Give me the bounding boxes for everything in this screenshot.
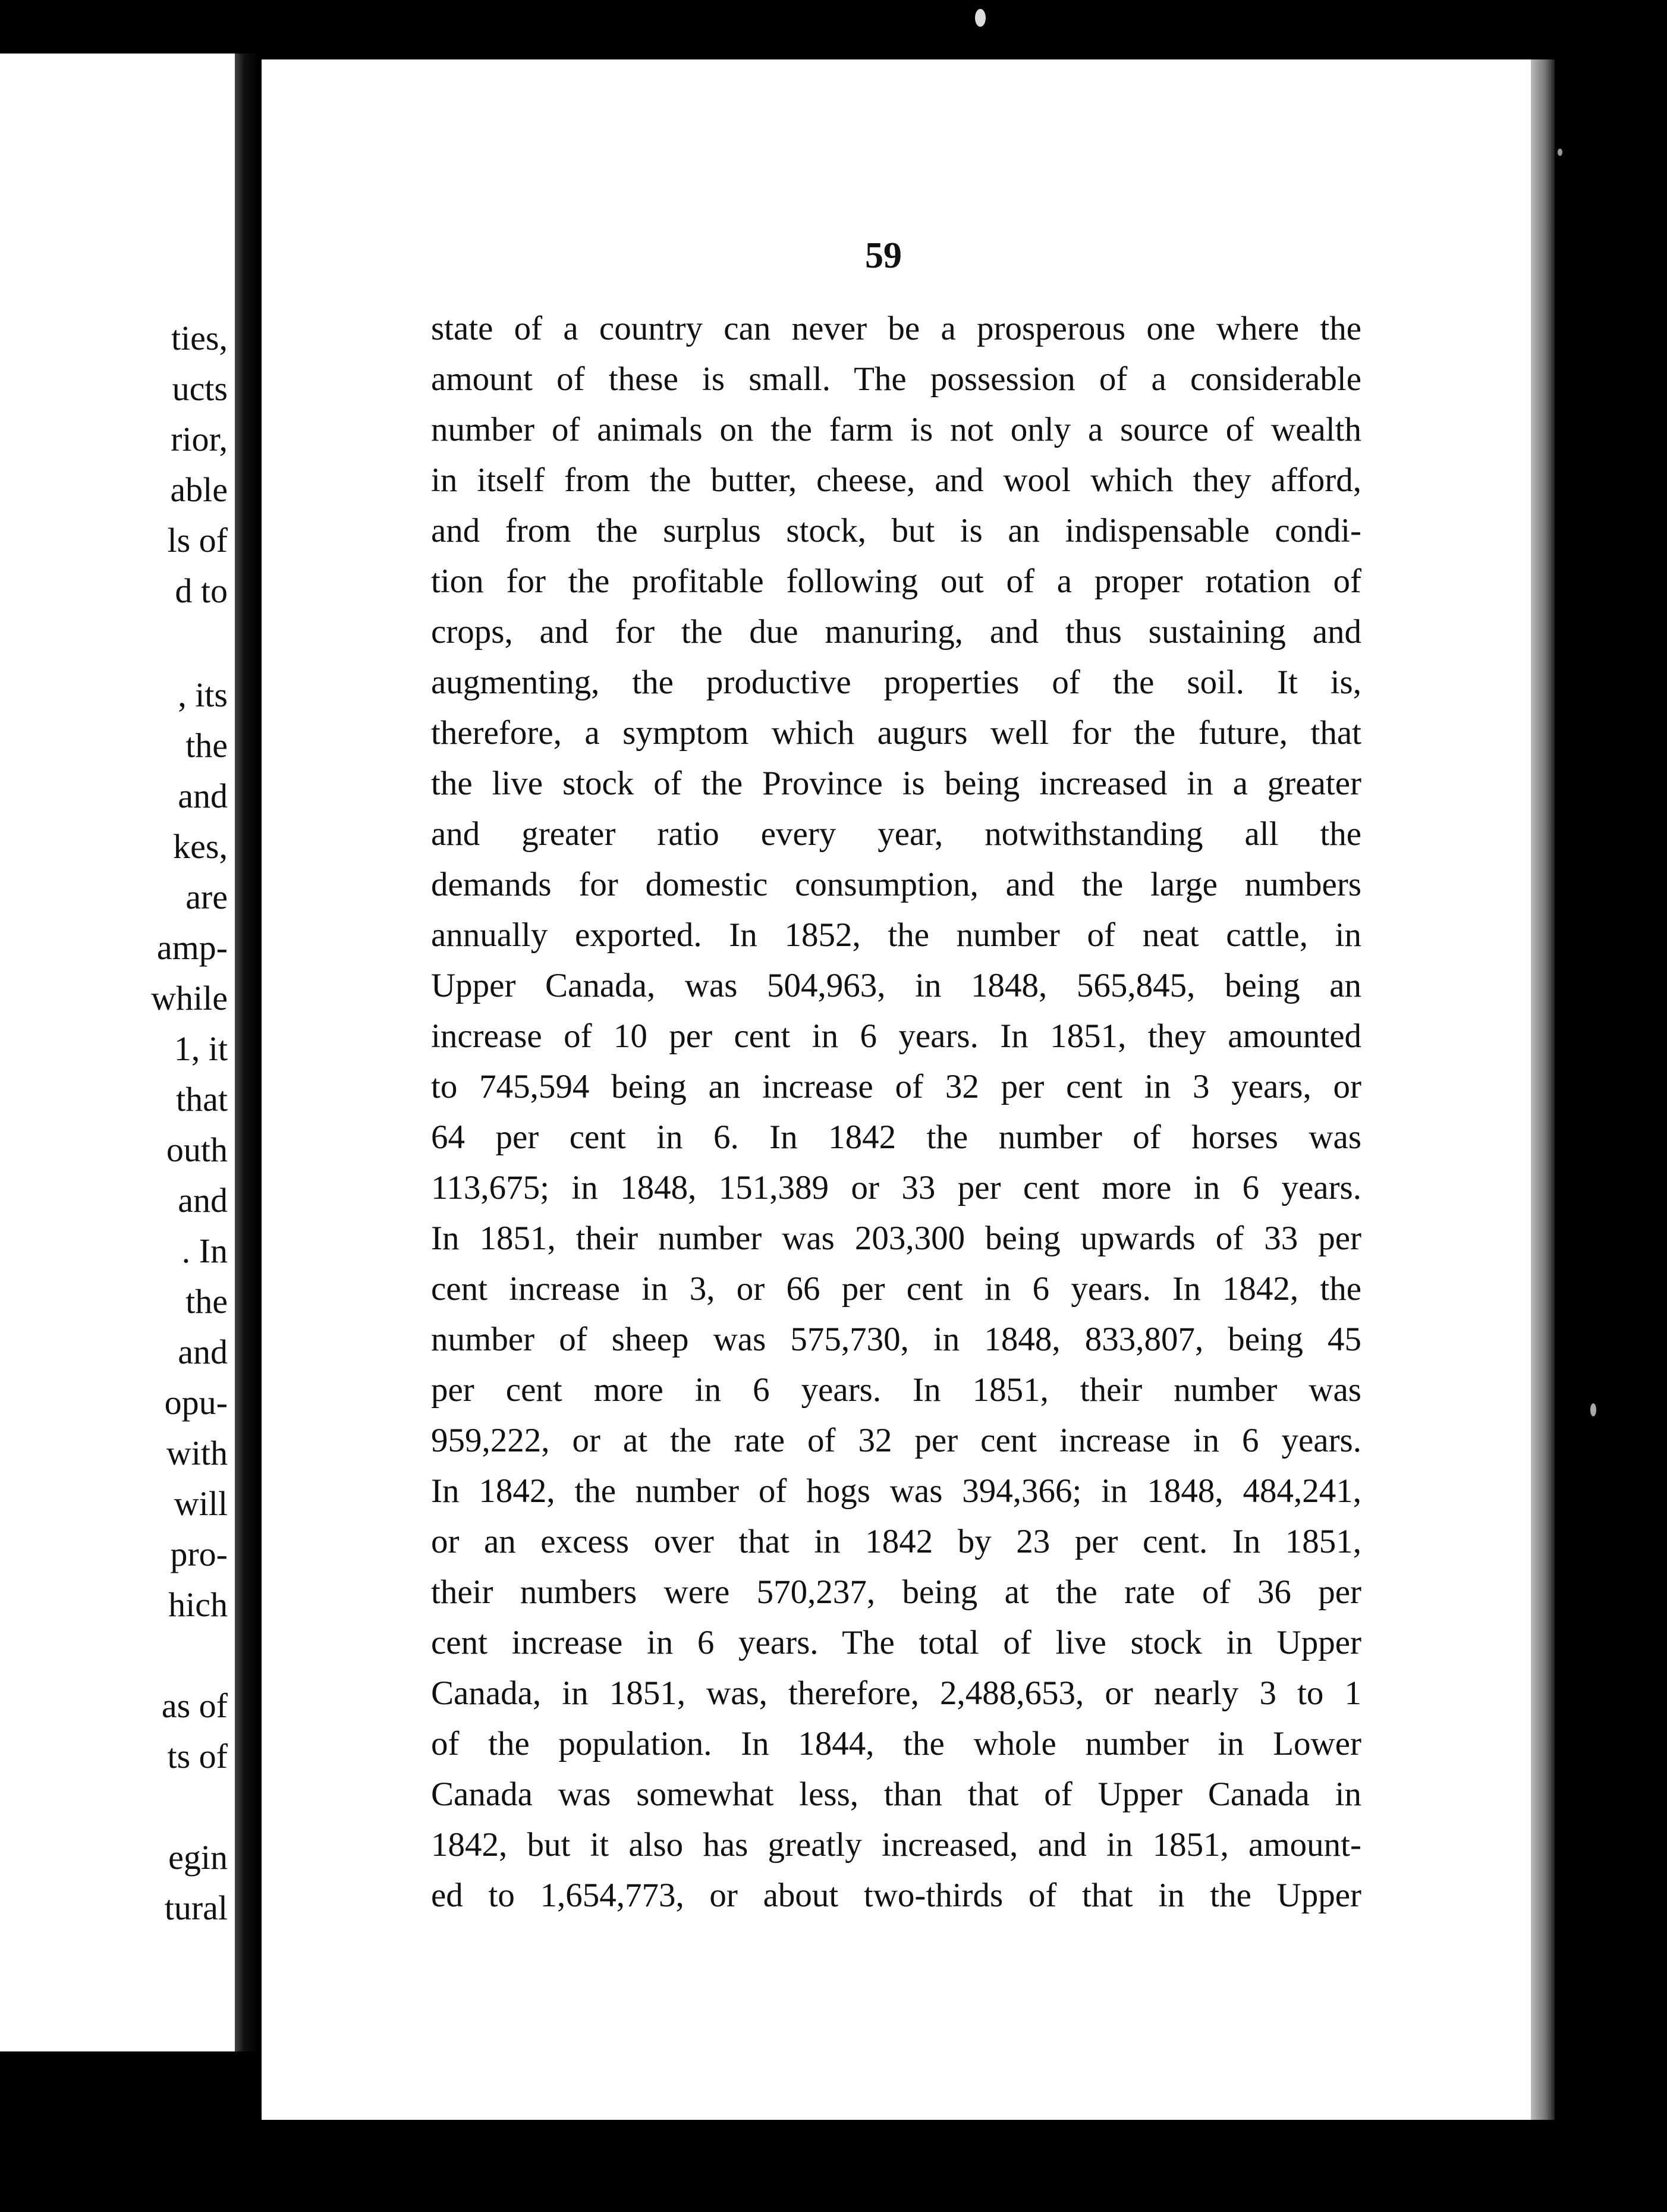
text-line: 113,675; in 1848, 151,389 or 33 per cent more in 6 years. (431, 1169, 1361, 1206)
left-page-line-fragment: ucts (172, 369, 228, 408)
left-page-line-fragment: the (185, 726, 228, 765)
text-line: demands for domestic consumption, and the large numbers (431, 866, 1361, 903)
text-line: Upper Canada, was 504,963, in 1848, 565,845, being an (431, 967, 1361, 1004)
text-line: the live stock of the Province is being increased in a greater (431, 765, 1361, 802)
text-line: their numbers were 570,237, being at the rate of 36 per (431, 1573, 1361, 1611)
text-line: Canada was somewhat less, than that of Upper Canada in (431, 1776, 1361, 1813)
left-page-line-fragment: pro- (170, 1535, 228, 1573)
left-page-line-fragment: d to (175, 571, 228, 610)
left-page-line-fragment: and (178, 777, 228, 815)
left-page-line-fragment: tural (164, 1889, 228, 1927)
left-page-line-fragment: egin (168, 1838, 228, 1877)
left-page-line-fragment: ls of (167, 521, 228, 560)
text-line: Canada, in 1851, was, therefore, 2,488,653, or nearly 3 to 1 (431, 1674, 1361, 1712)
text-line: per cent more in 6 years. In 1851, their number was (431, 1371, 1361, 1409)
dust-speck (1590, 1403, 1596, 1416)
text-line: cent increase in 3, or 66 per cent in 6 years. In 1842, the (431, 1270, 1361, 1308)
text-line: of the population. In 1844, the whole number in Lower (431, 1725, 1361, 1762)
text-line: number of animals on the farm is not only a source of wealth (431, 411, 1361, 448)
book-gutter (235, 54, 259, 2051)
left-page-line-fragment: will (174, 1484, 228, 1523)
left-page-line-fragment: are (185, 878, 228, 916)
page-number: 59 (865, 235, 902, 276)
text-line: 1842, but it also has greatly increased, and in 1851, amount- (431, 1826, 1361, 1864)
text-line: 64 per cent in 6. In 1842 the number of horses was (431, 1118, 1361, 1156)
left-page-line-fragment: opu- (164, 1383, 228, 1422)
left-page-line-fragment: kes, (173, 827, 228, 866)
left-facing-page (0, 54, 235, 2051)
left-page-line-fragment: while (151, 979, 228, 1017)
text-line: therefore, a symptom which augurs well for the future, that (431, 714, 1361, 752)
left-page-line-fragment: amp- (156, 928, 228, 967)
text-line: or an excess over that in 1842 by 23 per cent. In 1851, (431, 1523, 1361, 1560)
left-page-line-fragment: , its (178, 675, 228, 714)
left-page-line-fragment: the (185, 1282, 228, 1321)
text-line: number of sheep was 575,730, in 1848, 833,807, being 45 (431, 1321, 1361, 1358)
text-line: augmenting, the productive properties of the soil. It is, (431, 664, 1361, 701)
text-line: ed to 1,654,773, or about two-thirds of that in the Upper (431, 1877, 1361, 1914)
left-page-line-fragment: 1, it (174, 1029, 228, 1068)
text-line: In 1851, their number was 203,300 being upwards of 33 per (431, 1220, 1361, 1257)
left-page-line-fragment: ts of (167, 1737, 228, 1776)
dust-speck (1558, 149, 1562, 156)
text-line: cent increase in 6 years. The total of live stock in Upper (431, 1624, 1361, 1661)
text-line: annually exported. In 1852, the number of neat cattle, in (431, 916, 1361, 954)
dust-speck (975, 9, 986, 27)
left-page-line-fragment: able (170, 470, 228, 509)
left-page-line-fragment: outh (166, 1130, 228, 1169)
text-line: and greater ratio every year, notwithstanding all the (431, 815, 1361, 853)
left-page-line-fragment: ties, (171, 319, 228, 357)
text-line: in itself from the butter, cheese, and wool which they afford, (431, 461, 1361, 499)
left-page-line-fragment: . In (181, 1231, 228, 1270)
text-line: amount of these is small. The possession of a considerable (431, 360, 1361, 398)
left-page-line-fragment: that (176, 1080, 228, 1118)
body-text (431, 303, 1361, 1921)
text-line: crops, and for the due manuring, and thus sustaining and (431, 613, 1361, 651)
left-page-line-fragment: hich (168, 1585, 228, 1624)
left-page-line-fragment: rior, (171, 420, 228, 458)
page-edge (1531, 59, 1555, 2120)
left-page-line-fragment: and (178, 1333, 228, 1371)
left-page-line-fragment: and (178, 1181, 228, 1220)
text-line: tion for the profitable following out of a proper rotation of (431, 563, 1361, 600)
text-line: 959,222, or at the rate of 32 per cent increase in 6 years. (431, 1422, 1361, 1459)
text-line: In 1842, the number of hogs was 394,366; in 1848, 484,241, (431, 1472, 1361, 1510)
text-line: and from the surplus stock, but is an indispensable condi- (431, 512, 1361, 549)
left-page-line-fragment: as of (161, 1686, 228, 1725)
text-line: increase of 10 per cent in 6 years. In 1851, they amounted (431, 1017, 1361, 1055)
left-page-line-fragment: with (166, 1434, 228, 1472)
text-line: state of a country can never be a prosperous one where the (431, 310, 1361, 347)
text-line: to 745,594 being an increase of 32 per cent in 3 years, or (431, 1068, 1361, 1105)
